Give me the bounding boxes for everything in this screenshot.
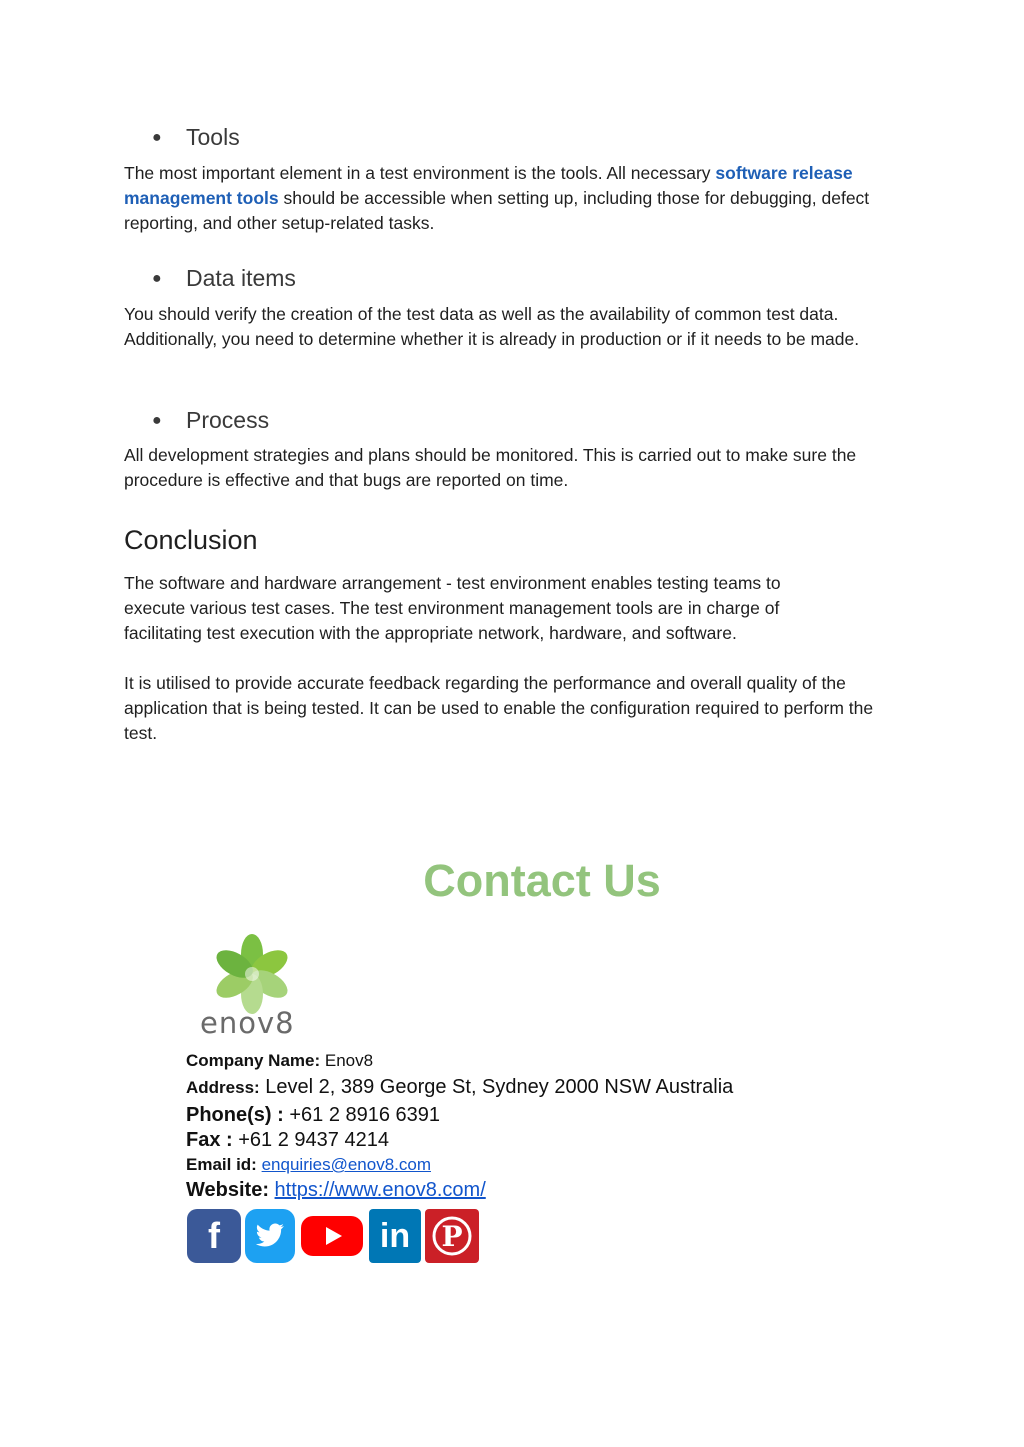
email-line	[186, 1155, 431, 1175]
logo-wordmark: enov8	[200, 1006, 295, 1040]
fax-value: +61 2 9437 4214	[232, 1129, 389, 1151]
phone-line	[186, 1104, 440, 1127]
bullet-heading-process	[152, 407, 269, 434]
software-release-management-link[interactable]: software release management tools	[124, 163, 853, 208]
conclusion-heading: Conclusion	[124, 525, 258, 555]
website-link[interactable]: https://www.enov8.com/	[274, 1179, 486, 1201]
facebook-icon[interactable]: f	[187, 1209, 241, 1263]
heading-text: Data items	[186, 265, 296, 291]
paragraph-data-items: You should verify the creation of the test data as well as the availability of common test data. Additionally, you need to determine whether it is already in production or if it needs to be made.	[124, 304, 860, 349]
bullet-icon: ●	[152, 411, 162, 429]
conclusion-paragraph-2: It is utilised to provide accurate feedback regarding the performance and overall quality of the application that is being tested. It can be used to enable the configuration required to perform the test.	[124, 673, 874, 743]
address-value: Level 2, 389 George St, Sydney 2000 NSW Australia	[259, 1076, 734, 1098]
bullet-heading-tools	[152, 124, 240, 151]
bullet-icon: ●	[152, 269, 162, 287]
website-line	[186, 1179, 486, 1202]
phone-label: Phone(s) :	[186, 1104, 284, 1126]
company-line	[186, 1051, 373, 1071]
paragraph-text: should be accessible when setting up, including those for debugging, defect reporting, and other setup-related tasks.	[124, 188, 870, 233]
contact-title: Contact Us	[423, 855, 661, 906]
email-link[interactable]: enquiries@enov8.com	[261, 1155, 431, 1174]
twitter-icon[interactable]	[245, 1209, 295, 1263]
heading-text: Process	[186, 407, 270, 433]
phone-value: +61 2 8916 6391	[283, 1104, 441, 1126]
linkedin-icon[interactable]: in	[369, 1209, 421, 1263]
company-label: Company Name:	[186, 1051, 321, 1070]
bullet-heading-data-items	[152, 265, 296, 292]
heading-text: Tools	[186, 124, 240, 150]
website-label: Website:	[186, 1179, 269, 1201]
youtube-icon[interactable]	[299, 1209, 365, 1263]
svg-text:P: P	[441, 1220, 463, 1253]
enov8-logo	[196, 918, 308, 1042]
fax-line	[186, 1129, 389, 1152]
paragraph-process: All development strategies and plans should be monitored. This is carried out to make sure the procedure is effective and that bugs are reported on time.	[124, 445, 857, 490]
address-line	[186, 1076, 733, 1099]
pinterest-icon[interactable]	[425, 1209, 479, 1263]
paragraph-tools	[124, 161, 904, 236]
conclusion-paragraph-1: The software and hardware arrangement - test environment enables testing teams to execute various test cases. The test environment management tools are in charge of facilitating test execution with the appropriate network, hardware, and software.	[124, 573, 781, 643]
bullet-icon: ●	[152, 128, 162, 146]
address-label: Address:	[186, 1078, 260, 1097]
email-label: Email id:	[186, 1155, 257, 1174]
fax-label: Fax :	[186, 1129, 233, 1151]
paragraph-text: The most important element in a test environment is the tools. All necessary	[124, 163, 711, 183]
social-links	[187, 1209, 479, 1263]
company-value: Enov8	[320, 1051, 374, 1070]
